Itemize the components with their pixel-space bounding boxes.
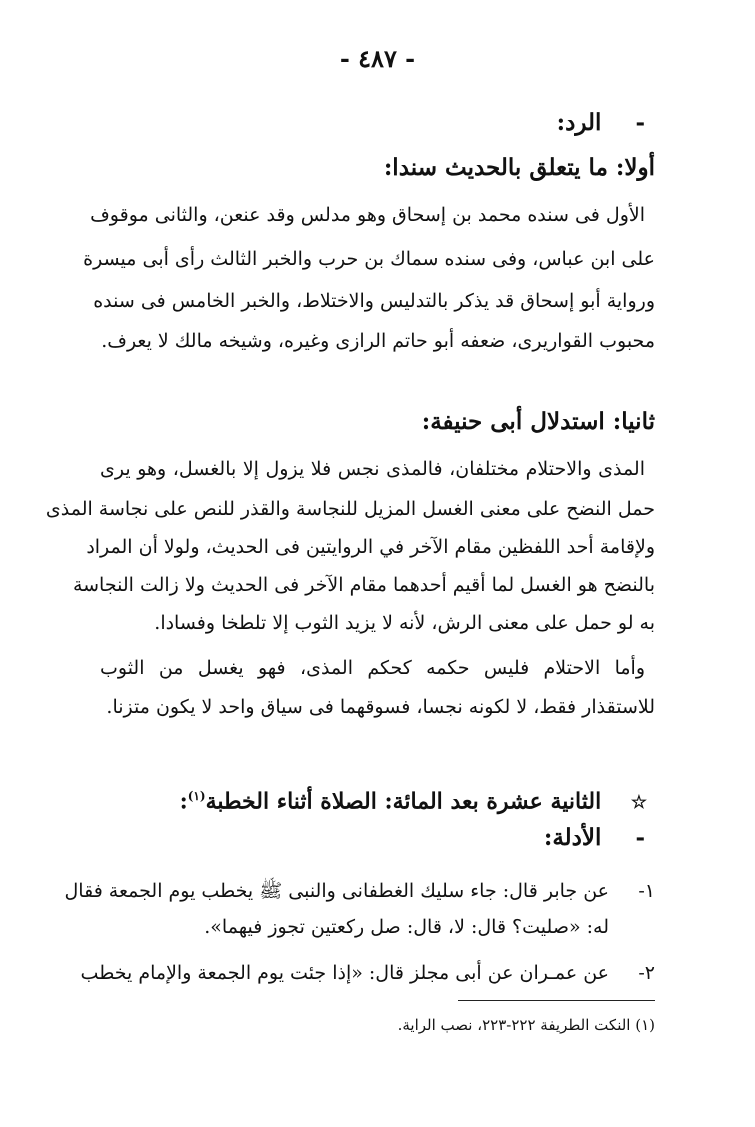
first-line-1: الأول فى سنده محمد بن إسحاق وهو مدلس وقد عنعن، والثانى موقوف — [90, 204, 645, 226]
item-text: عن عمـران عن أبى مجلز قال: «إذا جئت يوم الجمعة والإمام يخطب — [80, 962, 609, 984]
evidence-heading-row — [544, 821, 645, 855]
reply-dash: - — [635, 109, 645, 136]
first-line-3: ورواية أبو إسحاق قد يذكر بالتدليس والاختلاط، والخبر الخامس فى سنده — [93, 290, 655, 312]
reply-heading: الرد: — [556, 109, 602, 136]
footnote-ref: (١) — [187, 789, 206, 803]
evidence-item-1-line-2: له: «صليت؟ قال: لا، قال: صل ركعتين تجوز فيهما». — [204, 916, 609, 938]
evidence-dash: - — [635, 824, 645, 851]
first-line-2: على ابن عباس، وفى سنده سماك بن حرب والخبر الثالث رأى أبى ميسرة — [83, 248, 655, 270]
evidence-heading: الأدلة: — [543, 824, 602, 851]
second-line-6: وأما الاحتلام فليس حكمه كحكم المذى، فهو يغسل من الثوب — [100, 657, 645, 679]
second-line-3: ولإقامة أحد اللفظين مقام الآخر في الروايتين فى الحديث، ولولا أن المراد — [86, 536, 655, 558]
item-text: عن جابر قال: جاء سليك الغطفانى والنبى ﷺ يخطب يوم الجمعة فقال — [64, 880, 609, 902]
evidence-item-2-line-1 — [80, 956, 655, 990]
first-line-4: محبوب القواريرى، ضعفه أبو حاتم الرازى وغيره، وشيخه مالك لا يعرف. — [101, 330, 655, 352]
second-line-7: للاستقذار فقط، لا لكونه نجسا، فسوقهما فى سياق واحد لا يكون متزنا. — [106, 696, 655, 718]
second-line-5: به لو حمل على معنى الرش، لأنه لا يزيد الثوب إلا تلطخا وفسادا. — [154, 612, 655, 634]
second-heading: ثانيا: استدلال أبى حنيفة: — [421, 408, 655, 435]
item-number: ١- — [638, 880, 655, 902]
second-line-1: المذى والاحتلام مختلفان، فالمذى نجس فلا يزول إلا بالغسل، وهو يرى — [100, 458, 645, 480]
second-line-4: بالنضح هو الغسل لما أقيم أحدهما مقام الآخر فى الحديث ولا زالت النجاسة — [72, 574, 655, 596]
star-icon: ☆ — [630, 792, 647, 814]
section-112-heading-row — [180, 779, 647, 820]
second-line-2: حمل النضح على معنى الغسل المزيل للنجاسة والقذر للنص على نجاسة المذى — [45, 498, 655, 520]
first-heading: أولا: ما يتعلق بالحديث سندا: — [383, 154, 655, 181]
evidence-item-1-line-1 — [64, 874, 655, 908]
page-number: - ٤٨٧ - — [339, 44, 416, 73]
section-112-colon: : — [179, 788, 188, 815]
reply-heading-row — [557, 106, 645, 140]
section-112-heading: الثانية عشرة بعد المائة: الصلاة أثناء الخطبة — [205, 788, 602, 815]
footnote-divider — [458, 1000, 655, 1001]
item-number: ٢- — [638, 962, 655, 984]
footnote: (١) النكت الطريفة ٢٢٢-٢٢٣، نصب الراية. — [397, 1016, 655, 1034]
